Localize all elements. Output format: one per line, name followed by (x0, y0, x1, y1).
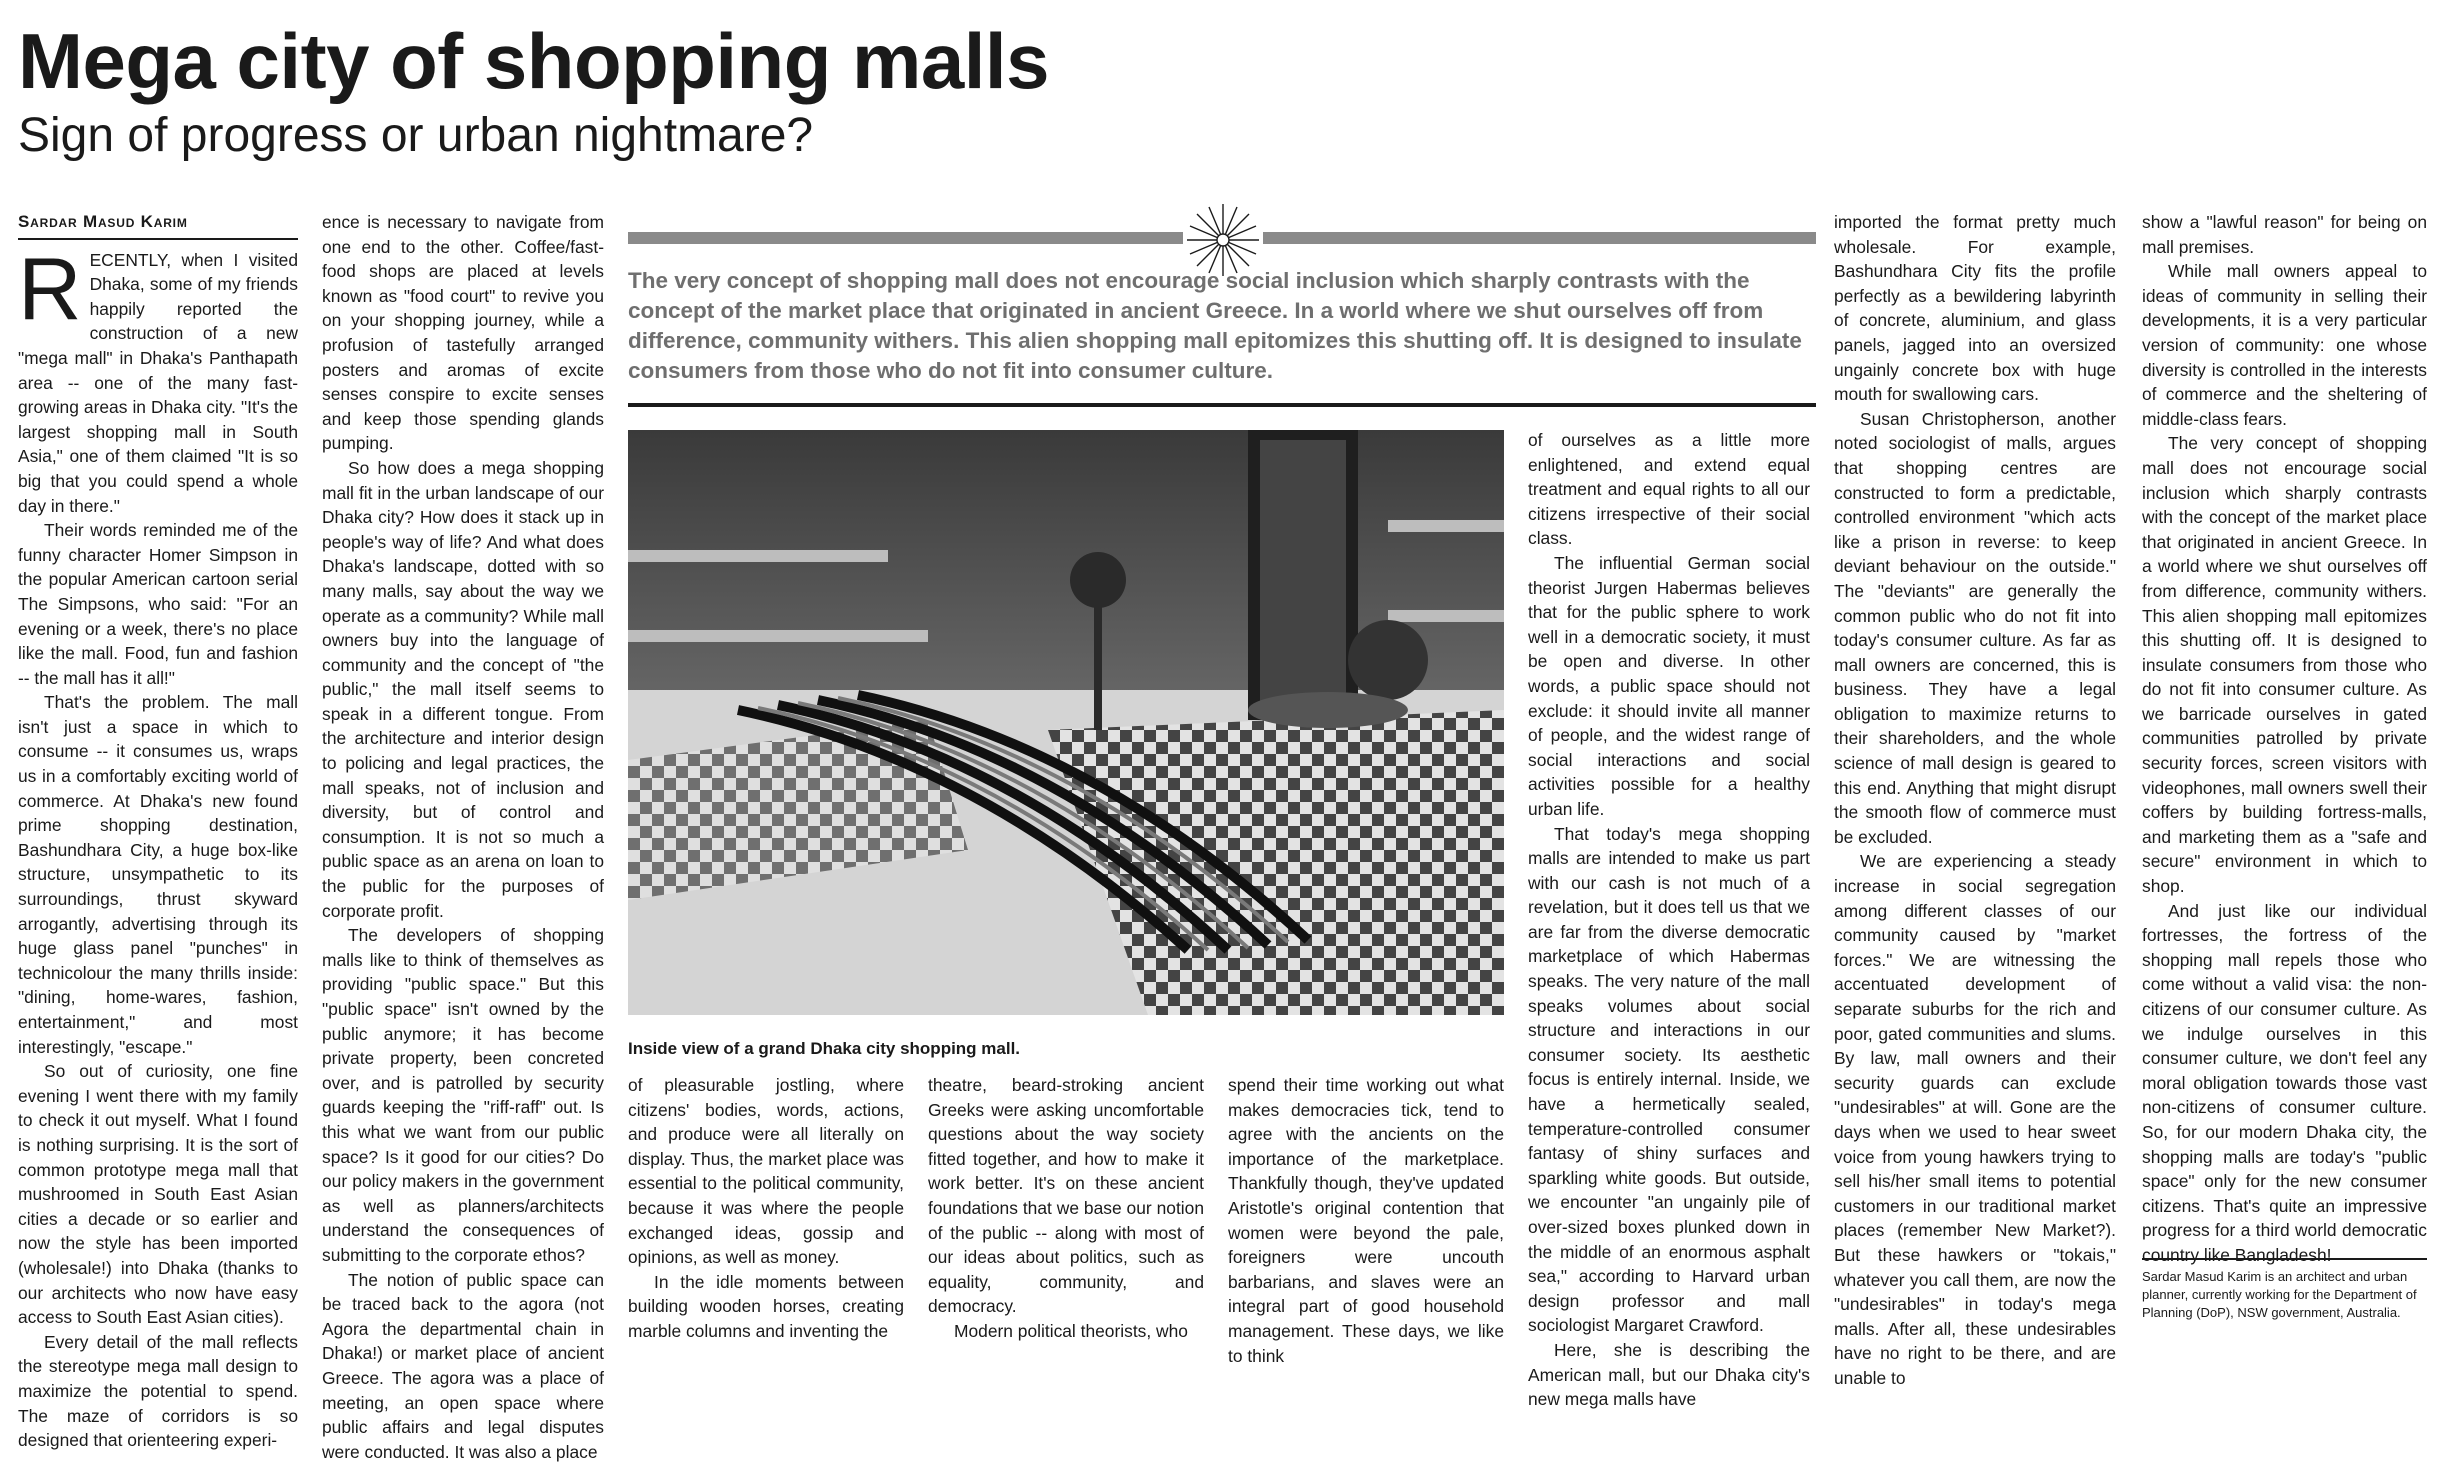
column-5 (1228, 1073, 1504, 1366)
paragraph: theatre, beard-stroking ancient Greeks were asking uncomfortable questions about the way society fitted together, and how to make it work better. It's on these ancient foundations that we base our notion of the public -- along with most of our ideas about politics, such as equality, community, and democracy. (928, 1075, 1204, 1317)
paragraph: Modern political theorists, who (954, 1320, 1188, 1341)
column-7 (1834, 210, 2116, 1388)
paragraph: imported the format pretty much wholesale. For example, Bashundhara City fits the profile perfectly as a bewildering labyrinth of concrete, aluminium, and glass panels, jagged into an oversized ungainly concrete box with huge mouth for swallowing cars. (1834, 212, 2116, 405)
paragraph: Susan Christopherson, another noted sociologist of malls, argues that shopping centres are constructed to form a predictable, controlled environment "which acts like a prison in reverse: to keep deviant behaviour on the outside." The "deviants" are generally the common public who do not fit into today's consumer culture. As far as mall owners are concerned, this is business. They have a legal obligation to maximize returns to their shareholders, and the whole science of mall design is geared to this end. Anything that might disrupt the smooth flow of commerce must be excluded. (1834, 408, 2116, 847)
paragraph: And just like our individual fortresses, the fortress of the shopping mall repels those who come without a valid visa: the non-citizens of our consumer culture. As we indulge ourselves in this consumer culture, we don't feel any moral obligation towards those vast non-citizens of consumer culture. So, for our modern Dhaka city, the shopping malls are today's "public space" only for the new consumer citizens. That's quite an impressive progress for a third world democratic country like Bangladesh! (2142, 900, 2427, 1265)
subheadline: Sign of progress or urban nightmare? (18, 109, 814, 162)
mall-interior-photo (628, 430, 1504, 1015)
paragraph: Their words reminded me of the funny character Homer Simpson in the popular American cartoon serial The Simpsons, who said: "For an evening or a week, there's no place like the mall. Food, fun and fashion -- the mall has it all!" (18, 520, 298, 688)
paragraph: That's the problem. The mall isn't just a space in which to consume -- it consumes us, wraps us in a comfortably exciting world of commerce. At Dhaka's new found prime shopping destination, Bashundhara City, a huge box-like structure, unsympathetic to its surroundings, thrust skyward arrogantly, advertising through its huge glass panel "punches" in technicolour the many thrills inside: "dining, home-wares, fashion, entertainment," and most interestingly, "escape." (18, 692, 298, 1057)
paragraph: of ourselves as a little more enlightened, and extend equal treatment and equal rights to all our citizens irrespective of their social class. (1528, 430, 1810, 549)
paragraph: We are experiencing a steady increase in social segregation among different classes of our community caused by "market forces." We are witnessing the accentuated development of separate suburbs for the rich and poor, gated communities and slums. By law, mall owners and their security guards can exclude "undesirables" at will. Gone are the days when we used to hear sweet voice from young hawkers trying to sell his/her small items to potential customers in our traditional market places (remember New Market?). But these hawkers or "tokais," whatever you call them, are now the "undesirables" in today's mega malls. After all, these undesirables have no right to be there, and are unable to (1834, 851, 2116, 1388)
paragraph: In the idle moments between building wooden horses, creating marble columns and inventing the (628, 1271, 904, 1341)
photo-caption: Inside view of a grand Dhaka city shopping mall. (628, 1039, 1021, 1058)
lead-paragraph: RECENTLY, when I visited Dhaka, some of my friends happily reported the construction of a new "mega mall" in Dhaka's Panthapath area -- one of the many fast-growing areas in Dhaka city. "It's the largest shopping mall in South Asia," one of them claimed "It is so big that you could spend a whole day in there." (18, 238, 298, 516)
mall-photo-illustration (628, 430, 1504, 1015)
paragraph: ence is necessary to navigate from one end to the other. Coffee/fast-food shops are placed at levels known as "food court" to revive you on your shopping journey, while a profusion of tastefully arranged posters and aromas of excite senses conspire to excite senses and keep those spending glands pumping. (322, 212, 604, 454)
paragraph: Here, she is describing the American mall, but our Dhaka city's new mega malls have (1528, 1339, 1810, 1410)
pull-quote-rule (628, 403, 1816, 407)
paragraph: The influential German social theorist Jurgen Habermas believes that for the public sphere to work well in a democratic society, it must be open and diverse. In other words, a public space should not exclude: it should invite all manner of people, and the widest range of social interactions and social activities possible for a healthy urban life. (1528, 552, 1810, 819)
column-8 (2142, 210, 2427, 1265)
column-3 (628, 1073, 904, 1345)
column-4 (928, 1073, 1204, 1345)
paragraph: The very concept of shopping mall does not encourage social inclusion which sharply contrasts with the concept of the market place that originated in ancient Greece. In a world where we shut ourselves off from difference, community withers. This alien shopping mall epitomizes this shutting off. It is designed to insulate consumers from those who do not fit into consumer culture. As we barricade ourselves in gated communities patrolled by private security forces, screen visitors with videophones, mall owners swell their coffers by building fortress-malls, and marketing them as a "safe and secure" environment in which to shop. (2142, 433, 2427, 897)
paragraph: The developers of shopping malls like to think of themselves as providing "public space." But this "public space" isn't owned by the public anymore; it has become private property, been concreted over, and is patrolled by security guards keeping the "riff-raff" out. Is this what we want from our public space? Is it good for our cities? Do our policy makers in the government as well as planners/architects understand the consequences of submitting to the corporate ethos? (322, 925, 604, 1265)
pull-quote-text: The very concept of shopping mall does not encourage social inclusion which sharply contrasts with the concept of the market place that originated in ancient Greece. In a world where we shut ourselves off from difference, community withers. This alien shopping mall epitomizes this shutting off. It is designed to insulate consumers from those who do not fit into consumer culture. (628, 268, 1802, 383)
paragraph: That today's mega shopping malls are intended to make us part with our cash is not much of a revelation, but it does tell us that we are far from the diverse democratic marketplace of which Habermas speaks. The very nature of the mall speaks volumes about social structure and interactions in our consumer society. Its aesthetic focus is entirely internal. Inside, we have a hermetically sealed, temperature-controlled consumer fantasy of shiny surfaces and sparkling white goods. But outside, we encounter "an ungainly pile of over-sized boxes plunked down in the middle of an enormous asphalt sea," according to Harvard urban design professor and mall sociologist Margaret Crawford. (1528, 823, 1810, 1336)
headline: Mega city of shopping malls (18, 17, 1049, 105)
author-bio: Sardar Masud Karim is an architect and urban planner, currently working for the Department of Planning (DoP), NSW government, Australia. (2142, 1258, 2427, 1322)
paragraph: The notion of public space can be traced back to the agora (not Agora the departmental chain in Dhaka!) or market place of ancient Greece. The agora was a place of meeting, an open space where public affairs and legal disputes were conducted. It was also a place (322, 1269, 604, 1462)
paragraph: So out of curiosity, one fine evening I went there with my family to check it out myself. What I found is nothing surprising. It is the sort of common prototype mega mall that mushroomed in South East Asian cities a decade or so earlier and now the style has been imported (wholesale!) into Dhaka (thanks to our architects who now have easy access to South East Asian cities). (18, 1061, 298, 1328)
paragraph: So how does a mega shopping mall fit in the urban landscape of our Dhaka city? How does it stack up in people's way of life? And what does Dhaka's landscape, dotted with so many malls, say about the way we operate as a community? While mall owners buy into the language of community and the concept of "the public," the mall itself seems to speak in a different tongue. From the architecture and interior design to policing and legal practices, the mall speaks, not of inclusion and diversity, but of control and consumption. It is not so much a public space as an arena on loan to the public for the purposes of corporate profit. (322, 457, 604, 921)
drop-cap: R (18, 238, 82, 338)
column-6 (1528, 428, 1810, 1410)
byline: Sardar Masud Karim (18, 210, 298, 240)
paragraph: show a "lawful reason" for being on mall premises. (2142, 212, 2427, 257)
paragraph: While mall owners appeal to ideas of community in selling their developments, it is a very particular version of community: one whose diversity is controlled in the interests of commerce and the sheltering of middle-class fears. (2142, 261, 2427, 429)
paragraph: of pleasurable jostling, where citizens' bodies, words, actions, and produce were all literally on display. Thus, the market place was essential to the political community, because it was where the people exchanged ideas, gossip and opinions, as well as money. (628, 1075, 904, 1268)
column-1 (18, 210, 298, 1451)
pull-quote-box (628, 200, 1818, 415)
paragraph: spend their time working out what makes democracies tick, tend to agree with the ancients on the importance of the marketplace. Thankfully though, they've updated Aristotle's original contention that women were beyond the pale, foreigners were uncouth barbarians, and slaves were an integral part of good household management. These days, we like to think (1228, 1075, 1504, 1366)
paragraph: Every detail of the mall reflects the stereotype mega mall design to maximize the potential to spend. The maze of corridors is so designed that orienteering experi- (18, 1331, 298, 1451)
column-2 (322, 210, 604, 1462)
